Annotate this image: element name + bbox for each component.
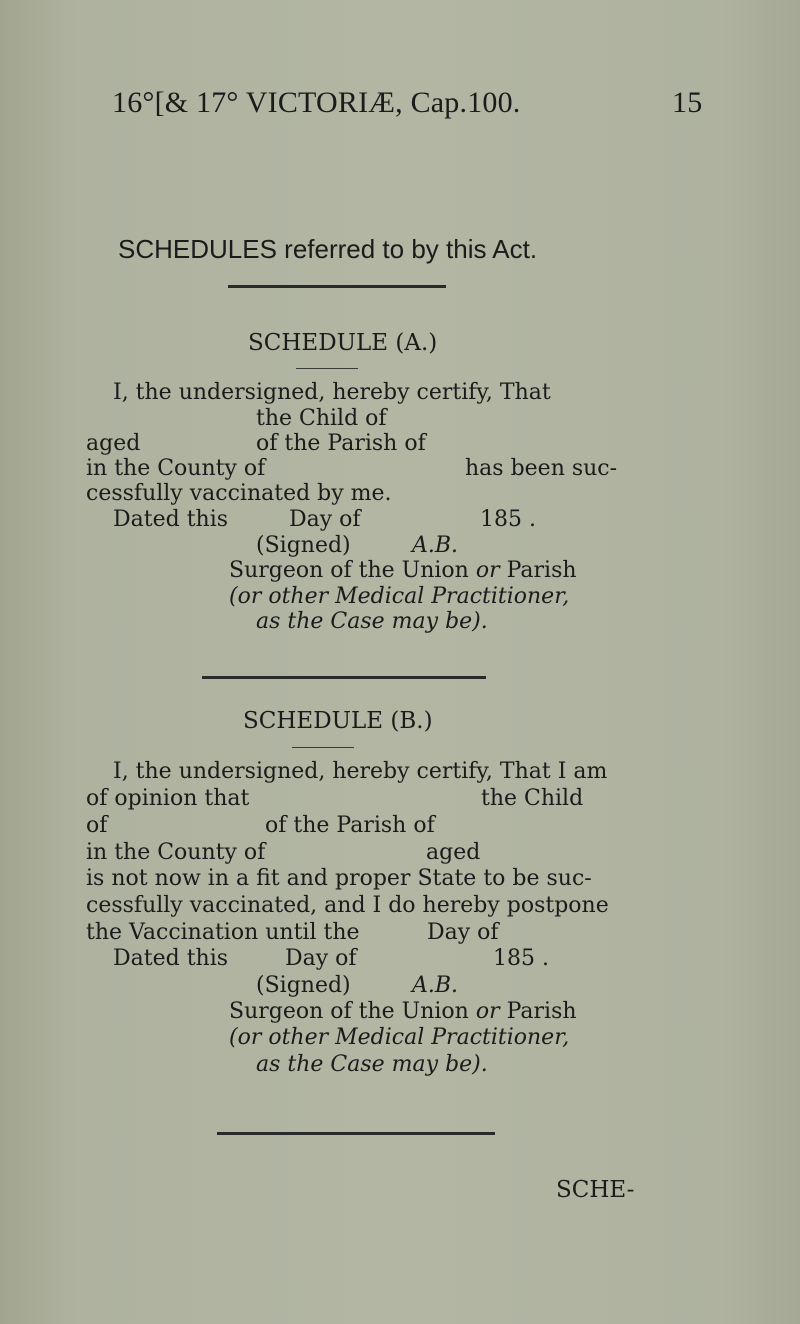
schedule-b-signer: A.B. (412, 973, 459, 998)
running-header: 16°[& 17° VICTORIÆ, Cap.100. (112, 86, 521, 119)
schedule-a-signed: (Signed) (256, 533, 351, 558)
schedule-b-line: I, the undersigned, hereby certify, That I am (113, 759, 608, 784)
schedule-a-line: has been suc- (465, 456, 618, 481)
schedule-b-line: Day of (427, 920, 499, 945)
schedule-a-surgeon-text: Surgeon of the Union (229, 558, 469, 583)
schedule-b-line: the Vaccination until the (86, 920, 360, 945)
schedule-a-practitioner: (or other Medical Practitioner, (229, 584, 570, 609)
schedule-b-line: is not now in a fit and proper State to be suc- (86, 866, 592, 891)
schedule-b-day-of: Day of (285, 946, 357, 971)
schedule-a-surgeon-parish: Parish (506, 558, 577, 583)
schedule-a-line: the Child of (256, 406, 387, 431)
schedule-a-heading: SCHEDULE (A.) (248, 330, 438, 356)
schedule-b-heading: SCHEDULE (B.) (243, 708, 433, 734)
page-title: SCHEDULES referred to by this Act. (118, 234, 538, 264)
schedule-b-line: of the Parish of (265, 813, 435, 838)
title-rule (228, 285, 446, 288)
section-rule (217, 1132, 495, 1135)
schedule-b-practitioner: (or other Medical Practitioner, (229, 1025, 570, 1050)
schedule-a-dated: Dated this (113, 507, 229, 532)
schedule-b-year: 185 . (493, 946, 549, 971)
schedule-b-line: aged (426, 840, 481, 865)
schedule-b-line: the Child (481, 786, 584, 811)
schedule-a-signer: A.B. (412, 533, 459, 558)
schedule-a-surgeon (229, 560, 577, 582)
schedule-b-surgeon (229, 1001, 577, 1023)
schedule-b-surgeon-or: or (475, 999, 500, 1024)
section-rule (202, 676, 486, 679)
schedule-a-surgeon-or: or (475, 558, 500, 583)
schedule-a-line: cessfully vaccinated by me. (86, 481, 392, 506)
schedule-b-signed: (Signed) (256, 973, 351, 998)
schedule-a-line: I, the undersigned, hereby certify, That (113, 380, 551, 405)
schedule-b-surgeon-parish: Parish (506, 999, 577, 1024)
schedule-a-line: in the County of (86, 456, 266, 481)
schedule-a-rule (296, 368, 358, 369)
schedule-b-dated: Dated this (113, 946, 229, 971)
schedule-b-surgeon-text: Surgeon of the Union (229, 999, 469, 1024)
schedule-a-day-of: Day of (289, 507, 361, 532)
catchword: SCHE- (556, 1177, 635, 1203)
page-number: 15 (672, 86, 703, 119)
schedule-b-line: of (86, 813, 108, 838)
schedule-b-line: of opinion that (86, 786, 250, 811)
schedule-a-line: aged (86, 431, 141, 456)
schedule-b-as-case: as the Case may be). (256, 1052, 488, 1077)
schedule-b-line: in the County of (86, 840, 266, 865)
schedule-a-year: 185 . (480, 507, 536, 532)
schedule-b-line: cessfully vaccinated, and I do hereby postpone (86, 893, 609, 918)
schedule-a-as-case: as the Case may be). (256, 609, 488, 634)
schedule-b-rule (292, 747, 354, 748)
schedule-a-line: of the Parish of (256, 431, 426, 456)
